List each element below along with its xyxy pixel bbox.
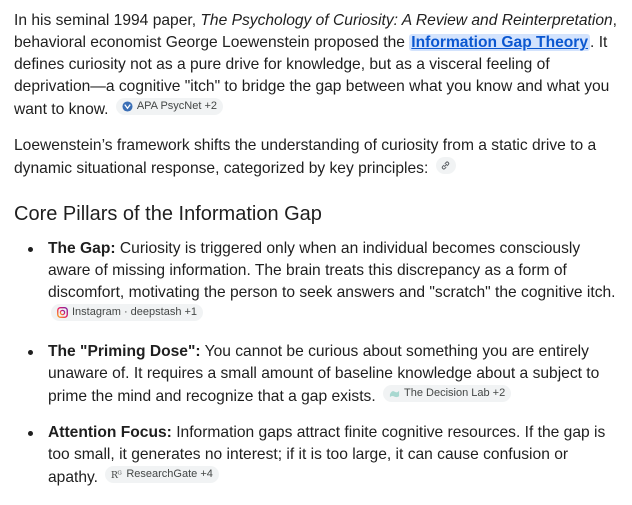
pillar-text: Curiosity is triggered only when an individual becomes consciously aware of missing information. The brain treats this discrepancy as a form of discomfort, motivating the person to seek answers and "scratch" the cognitive itch.: [48, 240, 616, 301]
source-chip-apa-psycnet[interactable]: [116, 98, 223, 115]
list-item-priming-dose: [48, 341, 618, 408]
source-chip-label: Instagram · deepstash +1: [72, 306, 198, 318]
intro-text: . It defines curiosity not as a pure drive for knowledge, but as a visceral feeling of deprivation—a cognitive "itch" to bridge the gap between what you know and what you want to know.: [14, 34, 610, 118]
intro-paragraph: [14, 10, 618, 121]
framework-text: Loewenstein’s framework shifts the understanding of curiosity from a static drive to a dynamic situational response, categorized by key principles:: [14, 137, 597, 177]
apa-psycnet-icon: [122, 101, 133, 112]
source-chip-researchgate[interactable]: [105, 466, 219, 483]
list-item-the-gap: [48, 238, 618, 327]
researchgate-icon: [111, 469, 122, 480]
svg-text:G: G: [117, 470, 123, 477]
list-item-attention-focus: [48, 422, 618, 489]
link-icon: [440, 160, 451, 171]
instagram-icon: [57, 307, 68, 318]
source-chip-label: The Decision Lab +2: [404, 387, 506, 399]
source-chip-label: ResearchGate +4: [126, 468, 213, 480]
source-chip-instagram[interactable]: [51, 304, 203, 321]
pillar-term: Attention Focus:: [48, 424, 172, 441]
information-gap-theory-link[interactable]: Information Gap Theory: [411, 34, 589, 51]
section-title: Core Pillars of the Information Gap: [14, 203, 322, 225]
svg-text:R: R: [111, 470, 119, 480]
source-chip-label: APA PsycNet +2: [136, 100, 218, 112]
pillar-term: The "Priming Dose":: [48, 343, 201, 360]
link-chip[interactable]: [436, 157, 456, 174]
pillar-term: The Gap:: [48, 240, 116, 257]
source-chip-decision-lab[interactable]: [383, 385, 511, 402]
pillars-list: [14, 238, 618, 489]
pillar-text: Information gaps attract finite cognitive resources. If the gap is too small, it generates no interest; if it is too large, it can cause confusion or apathy.: [48, 424, 606, 486]
paper-title: The Psychology of Curiosity: A Review and Reinterpretation: [200, 12, 613, 29]
intro-text: In his seminal 1994 paper,: [14, 12, 201, 29]
pillar-text: You cannot be curious about something you are entirely unaware of. It requires a small amount of baseline knowledge about a subject to prime the mind and recognize that a gap exists.: [48, 343, 600, 405]
decision-lab-icon: [389, 388, 400, 399]
intro-text: , behavioral economist George Loewenstein proposed the: [14, 12, 618, 51]
framework-paragraph: [14, 135, 618, 180]
